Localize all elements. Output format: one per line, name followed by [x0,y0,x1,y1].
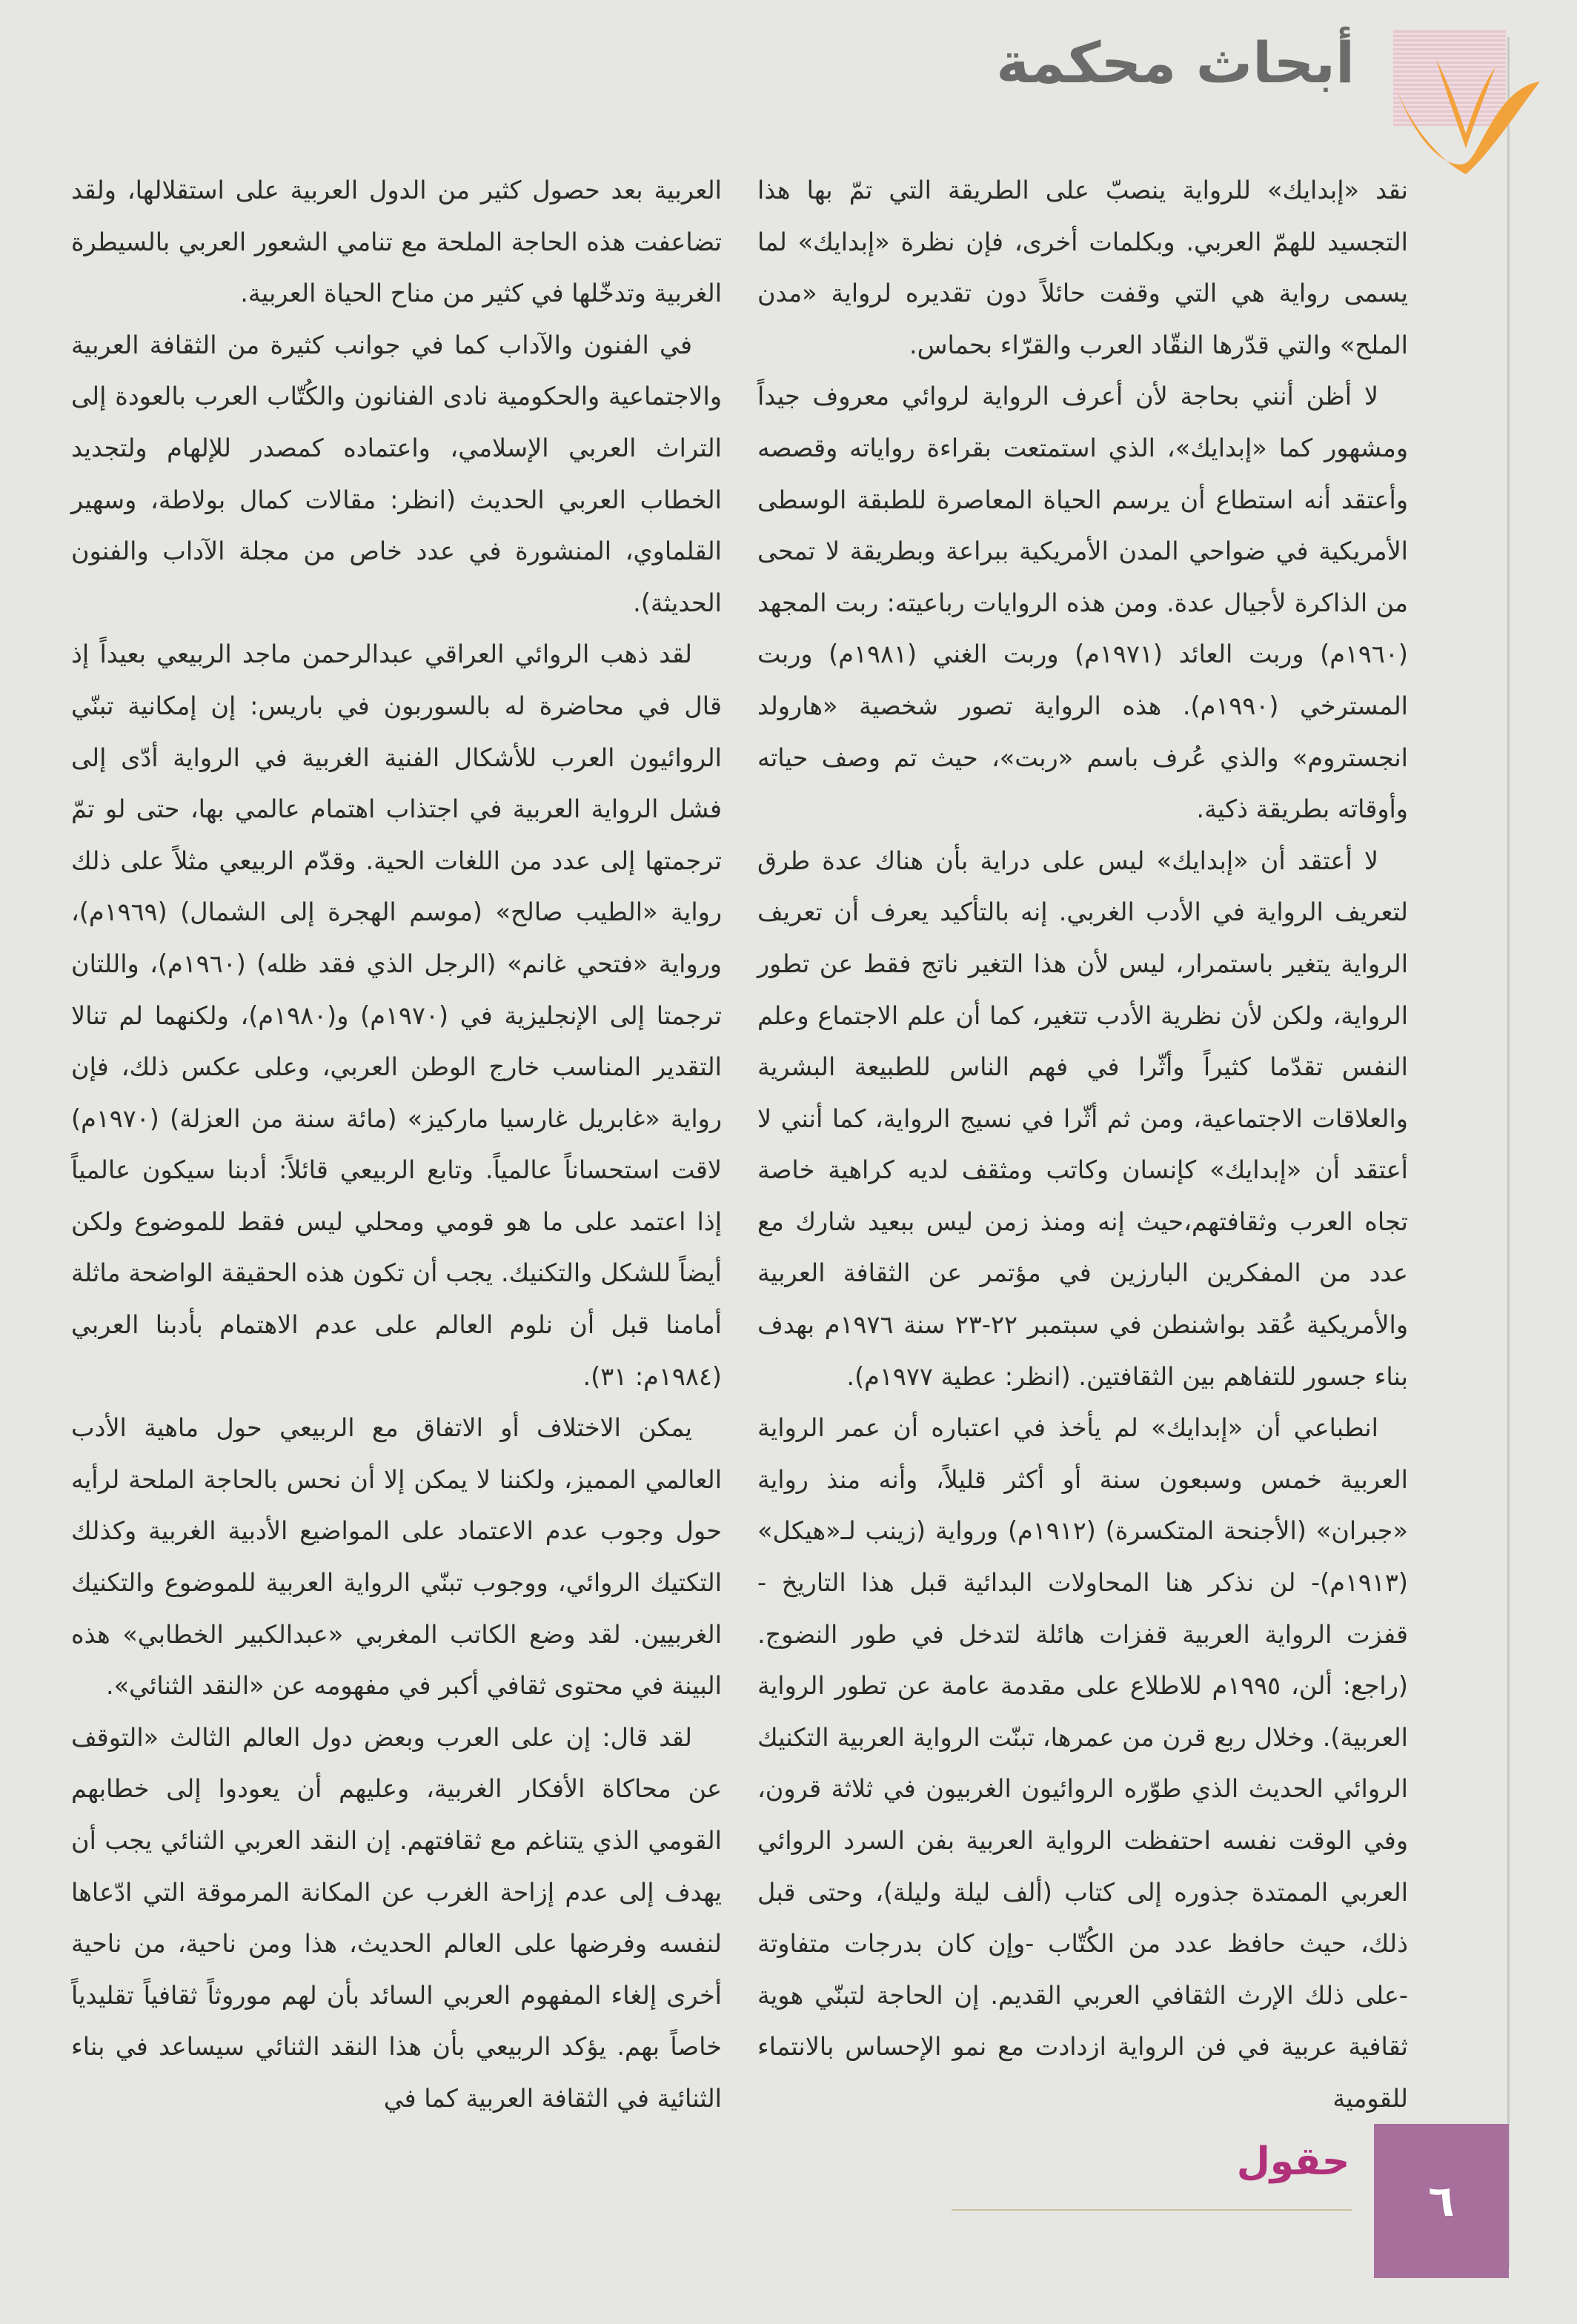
page-number: ٦ [1428,2176,1455,2226]
paragraph: في الفنون والآداب كما في جوانب كثيرة من الثقافة العربية والاجتماعية والحكومية نادى الفنانون والكُتّاب العرب بالعودة إلى التراث العربي الإسلامي، واعتماده كمصدر للإلهام ولتجديد الخطاب العربي الحديث (انظر: مقالات كمال بولاطة، وسهير القلماوي، المنشورة في عدد خاص من مجلة الآداب والفنون الحديثة). [71,330,722,617]
wave-logo-icon [1384,44,1547,178]
page-number-box [1374,2124,1509,2278]
magazine-logo [1230,2128,1356,2195]
paragraph: يمكن الاختلاف أو الاتفاق مع الربيعي حول ماهية الأدب العالمي المميز، ولكننا لا يمكن إلا أن نحس بالحاجة الملحة لرأيه حول وجوب عدم الاعتماد على المواضيع الأدبية الغربية وكذلك التكتيك الروائي، ووجوب تبنّي الرواية العربية للموضوع والتكنيك الغربيين. لقد وضع الكاتب المغربي «عبدالكبير الخطابي» هذه البينة في محتوى ثقافي أكبر في مفهومه عن «النقد الثنائي». [71,1413,722,1701]
footer-rule [952,2209,1352,2211]
brand-name: حقول [1236,2139,1350,2184]
paragraph: لا أظن أنني بحاجة لأن أعرف الرواية لروائي معروف جيداً ومشهور كما «إبدايك»، الذي استمتعت بقراءة رواياته وقصصه وأعتقد أنه استطاع أن يرسم الحياة المعاصرة للطبقة الوسطى الأمريكية في ضواحي المدن الأمريكية ببراعة وبطريقة لا تمحى من الذاكرة لأجيال عدة. ومن هذه الروايات رباعيته: ربت المجهد (١٩٦٠م) وربت العائد (١٩٧١م) وربت الغني (١٩٨١م) وربت المسترخي (١٩٩٠م). هذه الرواية تصور شخصية «هارولد انجستروم» والذي عُرف باسم «ربت»، حيث تم وصف حياته وأوقاته بطريقة ذكية. [757,382,1408,824]
paragraph: لا أعتقد أن «إبدايك» ليس على دراية بأن هناك عدة طرق لتعريف الرواية في الأدب الغربي. إنه بالتأكيد يعرف أن تعريف الرواية يتغير باستمرار، ليس لأن هذا التغير ناتج فقط عن تطور الرواية، ولكن لأن نظرية الأدب تتغير، كما أن علم الاجتماع وعلم النفس تقدّما كثيراً وأثّرا في فهم الناس للطبيعة البشرية والعلاقات الاجتماعية، ومن ثم أثّرا في نسيج الرواية، كما أنني لا أعتقد أن «إبدايك» كإنسان وكاتب ومثقف لديه كراهية خاصة تجاه العرب وثقافتهم،حيث إنه ومنذ زمن ليس ببعيد شارك مع عدد من المفكرين البارزين في مؤتمر عن الثقافة العربية والأمريكية عُقد بواشنطن في سبتمبر ٢٢-٢٣ سنة ١٩٧٦م بهدف بناء جسور للتفاهم بين الثقافتين. (انظر: عطية ١٩٧٧م). [757,846,1408,1391]
paragraph: نقد «إبدايك» للرواية ينصبّ على الطريقة التي تمّ بها هذا التجسيد للهمّ العربي. وبكلمات أخرى، فإن نظرة «إبدايك» لما يسمى رواية هي التي وقفت حائلاً دون تقديره لرواية «مدن الملح» والتي قدّرها النقّاد العرب والقرّاء بحماس. [757,176,1408,359]
article-column-left [71,165,722,2125]
section-title: أبحاث محكمة [996,30,1355,96]
paragraph: لقد ذهب الروائي العراقي عبدالرحمن ماجد الربيعي بعيداً إذ قال في محاضرة له بالسوربون في باريس: إن إمكانية تبنّي الروائيون العرب للأشكال الفنية الغربية في الرواية أدّى إلى فشل الرواية العربية في اجتذاب اهتمام عالمي بها، حتى لو تمّ ترجمتها إلى عدد من اللغات الحية. وقدّم الربيعي مثلاً على ذلك رواية «الطيب صالح» (موسم الهجرة إلى الشمال) (١٩٦٩م)، ورواية «فتحي غانم» (الرجل الذي فقد ظله) (١٩٦٠م)، واللتان ترجمتا إلى الإنجليزية في (١٩٧٠م) و(١٩٨٠م)، ولكنهما لم تنالا التقدير المناسب خارج الوطن العربي، وعلى عكس ذلك، فإن رواية «غابريل غارسيا ماركيز» (مائة سنة من العزلة) (١٩٧٠م) لاقت استحساناً عالمياً. وتابع الربيعي قائلاً: أدبنا سيكون عالمياً إذا اعتمد على ما هو قومي ومحلي ليس فقط للموضوع ولكن أيضاً للشكل والتكنيك. يجب أن تكون هذه الحقيقة الواضحة ماثلة أمامنا قبل أن نلوم العالم على عدم الاهتمام بأدبنا العربي (١٩٨٤م: ٣١). [71,640,722,1391]
paragraph: العربية بعد حصول كثير من الدول العربية على استقلالها، ولقد تضاعفت هذه الحاجة الملحة مع تنامي الشعور العربي بالسيطرة الغربية وتدخّلها في كثير من مناح الحياة العربية. [71,176,722,308]
paragraph: لقد قال: إن على العرب وبعض دول العالم الثالث «التوقف عن محاكاة الأفكار الغربية، وعليهم أن يعودوا إلى خطابهم القومي الذي يتناغم مع ثقافتهم. إن النقد العربي الثنائي يجب أن يهدف إلى عدم إزاحة الغرب عن المكانة المرموقة التي ادّعاها لنفسه وفرضها على العالم الحديث، هذا ومن ناحية، من ناحية أخرى إلغاء المفهوم العربي السائد بأن لهم موروثاً ثقافياً تقليدياً خاصاً بهم. يؤكد الربيعي بأن هذا النقد الثنائي سيساعد في بناء الثنائية في الثقافة العربية كما في [71,1722,722,2113]
article-column-right [757,165,1408,2125]
edge-rule [1507,37,1510,2268]
paragraph: انطباعي أن «إبدايك» لم يأخذ في اعتباره أن عمر الرواية العربية خمس وسبعون سنة أو أكثر قليلاً، وأنه منذ رواية «جبران» (الأجنحة المتكسرة) (١٩١٢م) ورواية (زينب لـ«هيكل» (١٩١٣م)- لن نذكر هنا المحاولات البدائية قبل هذا التاريخ - قفزت الرواية العربية قفزات هائلة لتدخل في طور النضوج. (راجع: ألن، ١٩٩٥م للاطلاع على مقدمة عامة عن تطور الرواية العربية). وخلال ربع قرن من عمرها، تبنّت الرواية العربية التكنيك الروائي الحديث الذي طوّره الروائيون الغربيون في ثلاثة قرون، وفي الوقت نفسه احتفظت الرواية العربية بفن السرد الروائي العربي الممتدة جذوره إلى كتاب (ألف ليلة وليلة)، وحتى قبل ذلك، حيث حافظ عدد من الكُتّاب -وإن كان بدرجات متفاوتة -على ذلك الإرث الثقافي العربي القديم. إن الحاجة لتبنّي هوية ثقافية عربية في فن الرواية ازدادت مع نمو الإحساس بالانتماء للقومية [757,1413,1408,2113]
